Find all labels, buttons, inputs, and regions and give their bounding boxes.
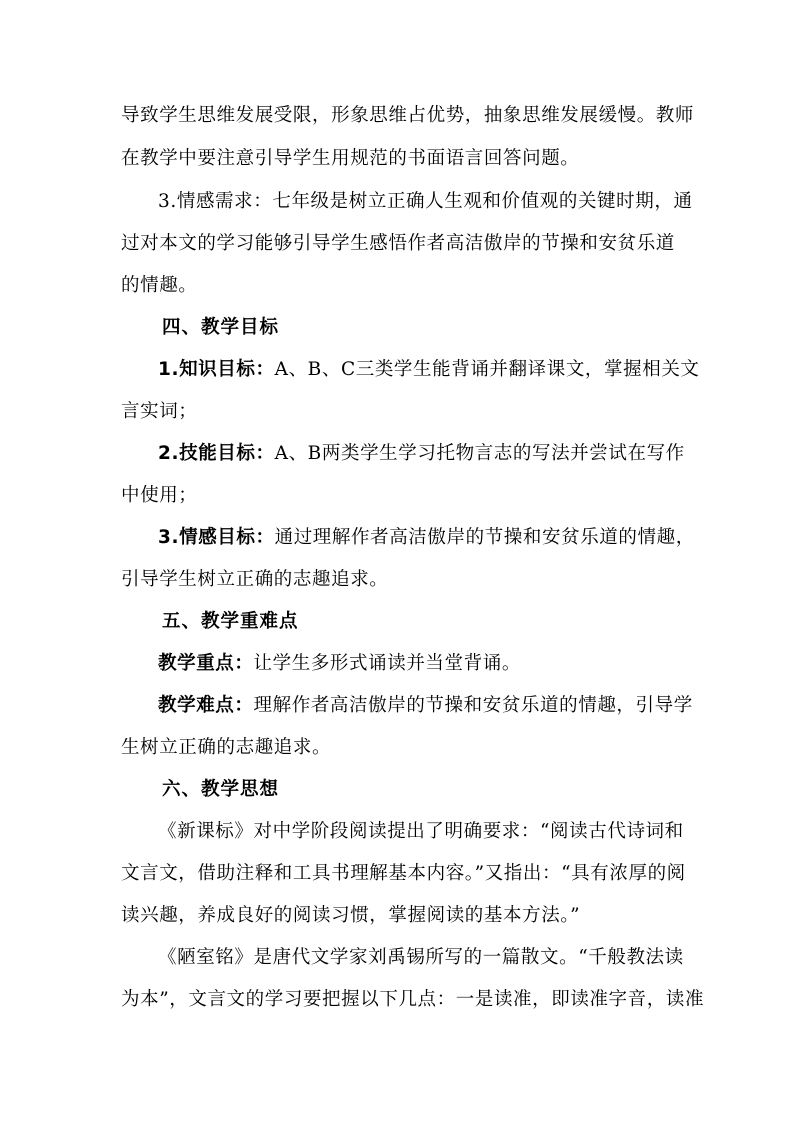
goal-text: A、B、C三类学生能背诵并翻译课文，掌握相关文: [274, 359, 700, 380]
paragraph-line: 生树立正确的志趣追求。: [121, 737, 332, 758]
goal-knowledge: [158, 356, 700, 384]
paragraph-line: 的情趣。: [121, 275, 198, 296]
goal-text: 通过理解作者高洁傲岸的节操和安贫乐道的情趣，: [274, 527, 695, 548]
difficult-point: [158, 692, 693, 720]
paragraph-line: 《新课标》对中学阶段阅读提出了明确要求：“阅读古代诗词和: [158, 821, 684, 842]
paragraph-line: 为本”，文言文的学习要把握以下几点：一是读准，即读准字音，读准: [121, 989, 705, 1010]
paragraph-line: 《陋室铭》是唐代文学家刘禹锡所写的一篇散文。“千般教法读: [158, 947, 684, 968]
key-point-lead: 教学重点：: [158, 653, 254, 674]
goal-lead: 1.知识目标：: [158, 359, 275, 380]
goal-lead: 2.技能目标：: [158, 443, 275, 464]
paragraph-line: 中使用；: [121, 485, 198, 506]
paragraph-line: 过对本文的学习能够引导学生感悟作者高洁傲岸的节操和安贫乐道: [121, 233, 675, 254]
difficult-point-text: 理解作者高洁傲岸的节操和安贫乐道的情趣，引导学: [253, 695, 693, 716]
section-heading-teaching-philosophy: 六、教学思想: [162, 779, 280, 800]
paragraph-line: 引导学生树立正确的志趣追求。: [121, 569, 389, 590]
difficult-point-lead: 教学难点：: [158, 695, 254, 716]
paragraph-line: 在教学中要注意引导学生用规范的书面语言回答问题。: [121, 148, 580, 169]
section-heading-key-points: 五、教学重难点: [162, 611, 299, 632]
goal-skill: [158, 440, 685, 468]
section-heading-teaching-goals: 四、教学目标: [162, 317, 280, 338]
paragraph-line: 读兴趣，养成良好的阅读习惯，掌握阅读的基本方法。”: [121, 905, 581, 926]
goal-lead: 3.情感目标：: [158, 527, 275, 548]
paragraph-line: 导致学生思维发展受限，形象思维占优势，抽象思维发展缓慢。教师: [121, 105, 695, 126]
paragraph-line: 言实词；: [121, 401, 198, 422]
goal-emotion: [158, 524, 695, 552]
key-point-text: 让学生多形式诵读并当堂背诵。: [253, 653, 521, 674]
paragraph-line: 文言文，借助注释和工具书理解基本内容。”又指出：“具有浓厚的阅: [121, 863, 686, 884]
goal-text: A、B两类学生学习托物言志的写法并尝试在写作: [274, 443, 685, 464]
paragraph-line: 3.情感需求：七年级是树立正确人生观和价值观的关键时期，通: [158, 191, 693, 212]
key-point: [158, 650, 681, 678]
